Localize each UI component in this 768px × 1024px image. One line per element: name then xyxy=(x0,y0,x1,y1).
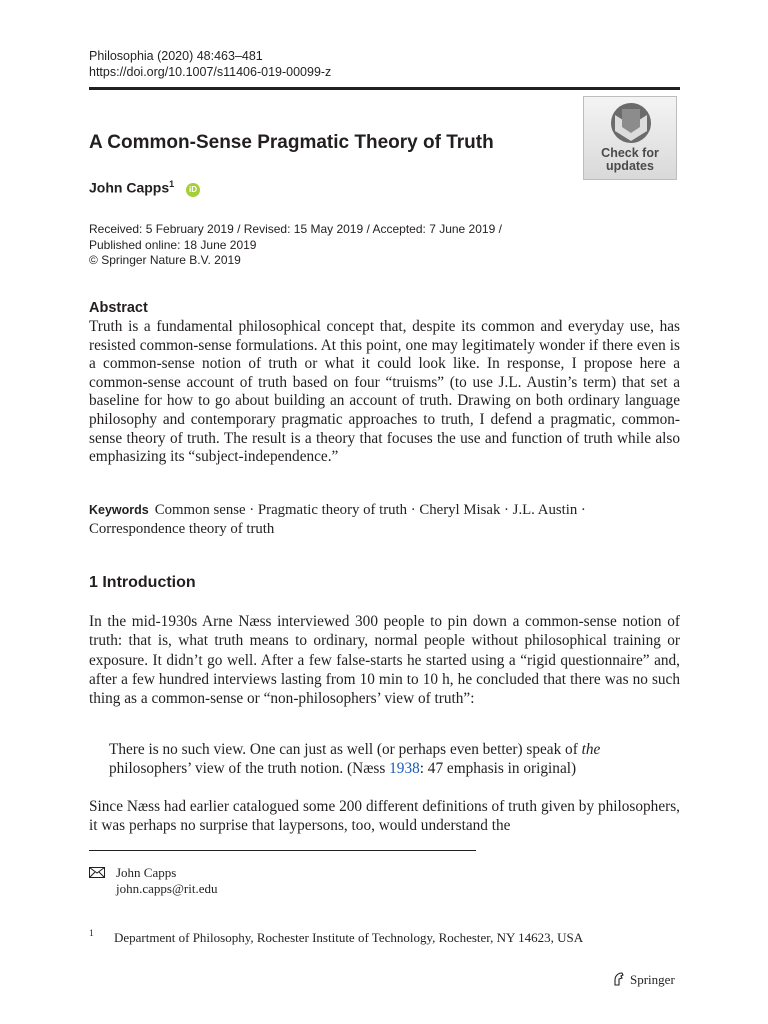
dates-line2: Published online: 18 June 2019 xyxy=(89,237,257,252)
corresponding-author xyxy=(116,865,218,897)
publication-dates xyxy=(89,222,502,269)
affiliation-number: 1 xyxy=(89,929,94,939)
envelope-icon xyxy=(89,867,105,878)
abstract-text: Truth is a fundamental philosophical concept that, despite its common and everyday use, has resisted common-sense formulations. At this point, one may legitimately wonder if there even is a common-sense notion of truth or what it could look like. In response, I propose here a common-sense account of truth based on four “truisms” (to use J.L. Austin’s term) that set a baseline for how to go about building an account of truth. Drawing on both ordinary language philosophy and contemporary pragmatic approaches to truth, I defend a pragmatic, common-sense theory of truth. The result is a theory that focuses the use and function of truth while also emphasizing its “subject-independence.” xyxy=(89,318,680,466)
body-paragraph-2: Since Næss had earlier catalogued some 200 different definitions of truth given by philosophers, it was perhaps no surprise that laypersons, too, would understand the xyxy=(89,798,680,835)
check-for-updates-icon xyxy=(584,97,678,147)
keywords-label: Keywords xyxy=(89,503,149,517)
contact-name: John Capps xyxy=(116,865,177,880)
quote-part-b: philosophers’ view of the truth notion. (Næss xyxy=(109,760,390,778)
header-rule xyxy=(89,87,680,90)
block-quote xyxy=(109,740,669,779)
copyright-line xyxy=(89,253,502,269)
affiliation-marker: 1 xyxy=(169,179,175,189)
copyright-symbol: © xyxy=(89,253,98,267)
springer-horse-icon xyxy=(612,972,626,986)
check-for-updates-badge[interactable] xyxy=(583,96,677,180)
journal-header xyxy=(89,48,331,80)
dates-line1: Received: 5 February 2019 / Revised: 15 May 2019 / Accepted: 7 June 2019 / xyxy=(89,222,502,236)
publisher-logo xyxy=(612,972,675,988)
author xyxy=(89,179,174,196)
orcid-icon[interactable]: iD xyxy=(186,183,200,197)
publisher-name: Springer xyxy=(630,972,675,987)
paper-title: A Common-Sense Pragmatic Theory of Truth xyxy=(89,132,494,153)
body-paragraph-1: In the mid-1930s Arne Næss interviewed 300 people to pin down a common-sense notion of truth: that is, what truth means to ordinary, normal people without philosophical training or exposure. It didn’t go well. After a few false-starts he started using a “rigid questionnaire” and, after a few hundred interviews lasting from 10 min to 10 h, he concluded that there was no such thing as a common-sense or “non-philosophers’ view of truth”: xyxy=(89,613,680,708)
affiliation: Department of Philosophy, Rochester Institute of Technology, Rochester, NY 14623, USA xyxy=(114,930,584,945)
keywords-list: Common sense · Pragmatic theory of truth · Cheryl Misak · J.L. Austin · Correspondence theory of truth xyxy=(89,502,586,537)
copyright-holder: Springer Nature B.V. 2019 xyxy=(101,253,241,267)
quote-emphasis: the xyxy=(581,741,601,758)
keywords xyxy=(89,501,680,539)
quote-part-c: : 47 emphasis in original) xyxy=(419,760,577,778)
section-heading: 1 Introduction xyxy=(89,574,196,591)
footnote-rule xyxy=(89,850,476,851)
badge-line2: updates xyxy=(606,159,654,173)
quote-part-a: There is no such view. One can just as well (or perhaps even better) speak of xyxy=(109,741,582,758)
abstract-heading: Abstract xyxy=(89,300,148,316)
author-name[interactable]: John Capps xyxy=(89,179,170,196)
contact-email[interactable]: john.capps@rit.edu xyxy=(116,881,218,896)
doi-link[interactable]: https://doi.org/10.1007/s11406-019-00099-z xyxy=(89,65,332,79)
badge-line1: Check for xyxy=(601,146,659,160)
citation-link[interactable]: 1938 xyxy=(389,760,420,778)
journal-citation: Philosophia (2020) 48:463–481 xyxy=(89,49,263,63)
